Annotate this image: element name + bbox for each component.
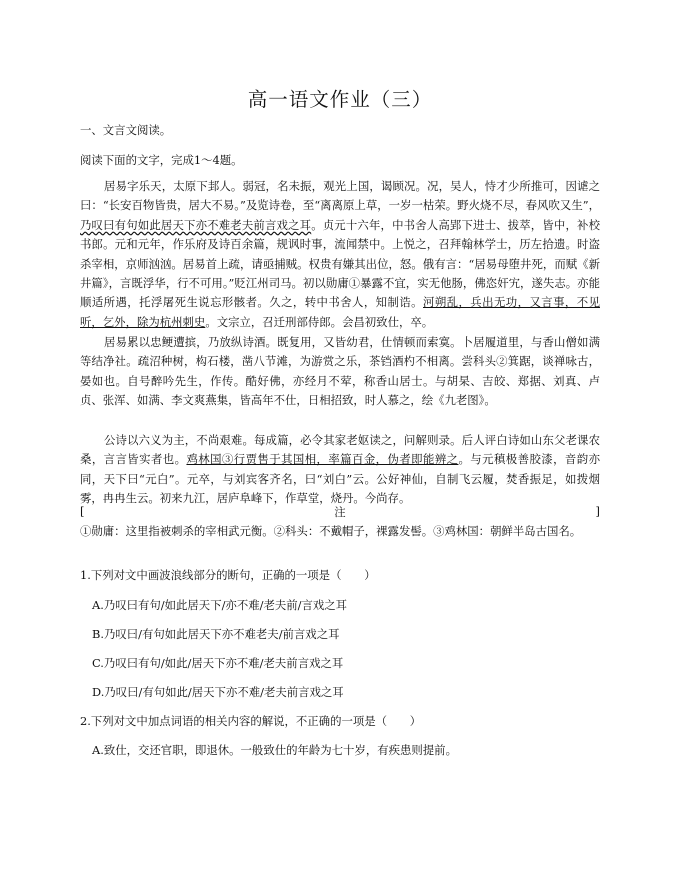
section-heading: 一、文言文阅读。 — [80, 123, 172, 137]
question-1-option-a: A.乃叹曰有句/如此居天下/亦不难/老夫前/言戏之耳 — [92, 598, 348, 612]
notes-header — [80, 504, 600, 520]
passage-text: 公诗以六义为主，不尚艰难。每成篇，必令其家老妪读之，问解则录。后人评白诗如山东父老课农桑，言言皆实者也。 — [80, 433, 600, 467]
wavy-underlined-sentence: 乃叹曰有句如此居天下亦不难老夫前言戏之耳 — [80, 217, 312, 232]
passage-text: 。文宗立，召迁刑部侍郎。会昌初致仕，卒。 — [205, 314, 434, 329]
notes-label: 注 — [334, 505, 346, 519]
passage-text: 。与元稹极善胶漆，音韵亦同，天下曰“元白”。元卒，与刘宾客齐名，曰“刘白”云。公好神仙，自制飞云履，焚香振足，如拨烟雾，冉冉生云。初来九江，居庐阜峰下，作草堂，烧丹。今尚存。 — [80, 452, 600, 506]
open-bracket: [ — [80, 504, 85, 518]
underlined-sentence: 鸡林国③行贾售于其国相，率篇百金，伪者即能辨之 — [186, 452, 459, 467]
question-2-stem: 2.下列对文中加点词语的相关内容的解说，不正确的一项是（ ） — [80, 714, 422, 728]
passage-paragraph-3 — [80, 431, 600, 509]
reading-instruction: 阅读下面的文字，完成1～4题。 — [80, 153, 243, 167]
notes-text: ①勋庸：这里指被刺杀的宰相武元衡。②科头：不戴帽子，裸露发髻。③鸡林国：朝鲜半岛古国名。 — [80, 524, 582, 538]
close-bracket: ] — [595, 504, 600, 518]
question-1-stem: 1.下列对文中画波浪线部分的断句，正确的一项是（ ） — [80, 568, 376, 582]
page-title: 高一语文作业（三） — [247, 88, 433, 111]
underlined-sentence: 河朔乱，兵出无功，又言事，不见听，乞外，除为杭州刺史 — [80, 295, 600, 329]
passage-paragraph-2: 居易累以忠鲠遭摈，乃放纵诗酒。既复用，又皆幼君，仕情顿而索寞。卜居履道里，与香山僧如满等结净社。疏沼种树，构石楼，凿八节滩，为游赏之乐，茶铛酒杓不相离。尝科头②箕踞，谈禅咏古，晏如也。自号醉吟先生，作传。酷好佛，亦经月不荤，称香山居士。与胡杲、吉皎、郑据、刘真、卢贞、张浑、如满、李文爽燕集，皆高年不仕，日相招致，时人慕之，绘《九老图》。 — [80, 335, 600, 408]
question-1-option-c: C.乃叹曰有句/如此/居天下亦不难/老夫前言戏之耳 — [92, 656, 344, 670]
passage-paragraph-1 — [80, 177, 600, 332]
passage-text: 居易字乐天，太原下邽人。弱冠，名未振，观光上国，谒顾况。况，吴人，恃才少所推可，因谑之曰：“长安百物皆贵，居大不易。”及览诗卷，至“离离原上草，一岁一枯荣。野火烧不尽，春风吹又生”， — [80, 179, 600, 213]
question-2-option-a: A.致仕，交还官职，即退休。一般致仕的年龄为七十岁，有疾患则提前。 — [92, 743, 457, 757]
question-1-option-d: D.乃叹曰/有句如此/居天下亦不难/老夫前言戏之耳 — [92, 685, 344, 699]
passage-text: 。贞元十六年，中书舍人高郢下进士、拔萃，皆中，补校书郎。元和元年，作乐府及诗百余篇，规讽时事，流闻禁中。上悦之，召拜翰林学士，历左拾遗。时盗杀宰相，京师汹汹。居易首上疏，请亟捕贼。权贵有嫌其出位，怒。俄有言：“居易母堕井死，而赋《新井篇》，言既浮华，行不可用。”贬江州司马。初以勋庸①暴露不宜，实无他肠，佛恣奸宄，遂失志。亦能顺适所遇，托浮屠死生说忘形骸者。久之，转中书舍人，知制诰。 — [80, 217, 600, 310]
question-1-option-b: B.乃叹曰/有句如此居天下亦不难老夫/前言戏之耳 — [92, 627, 340, 641]
